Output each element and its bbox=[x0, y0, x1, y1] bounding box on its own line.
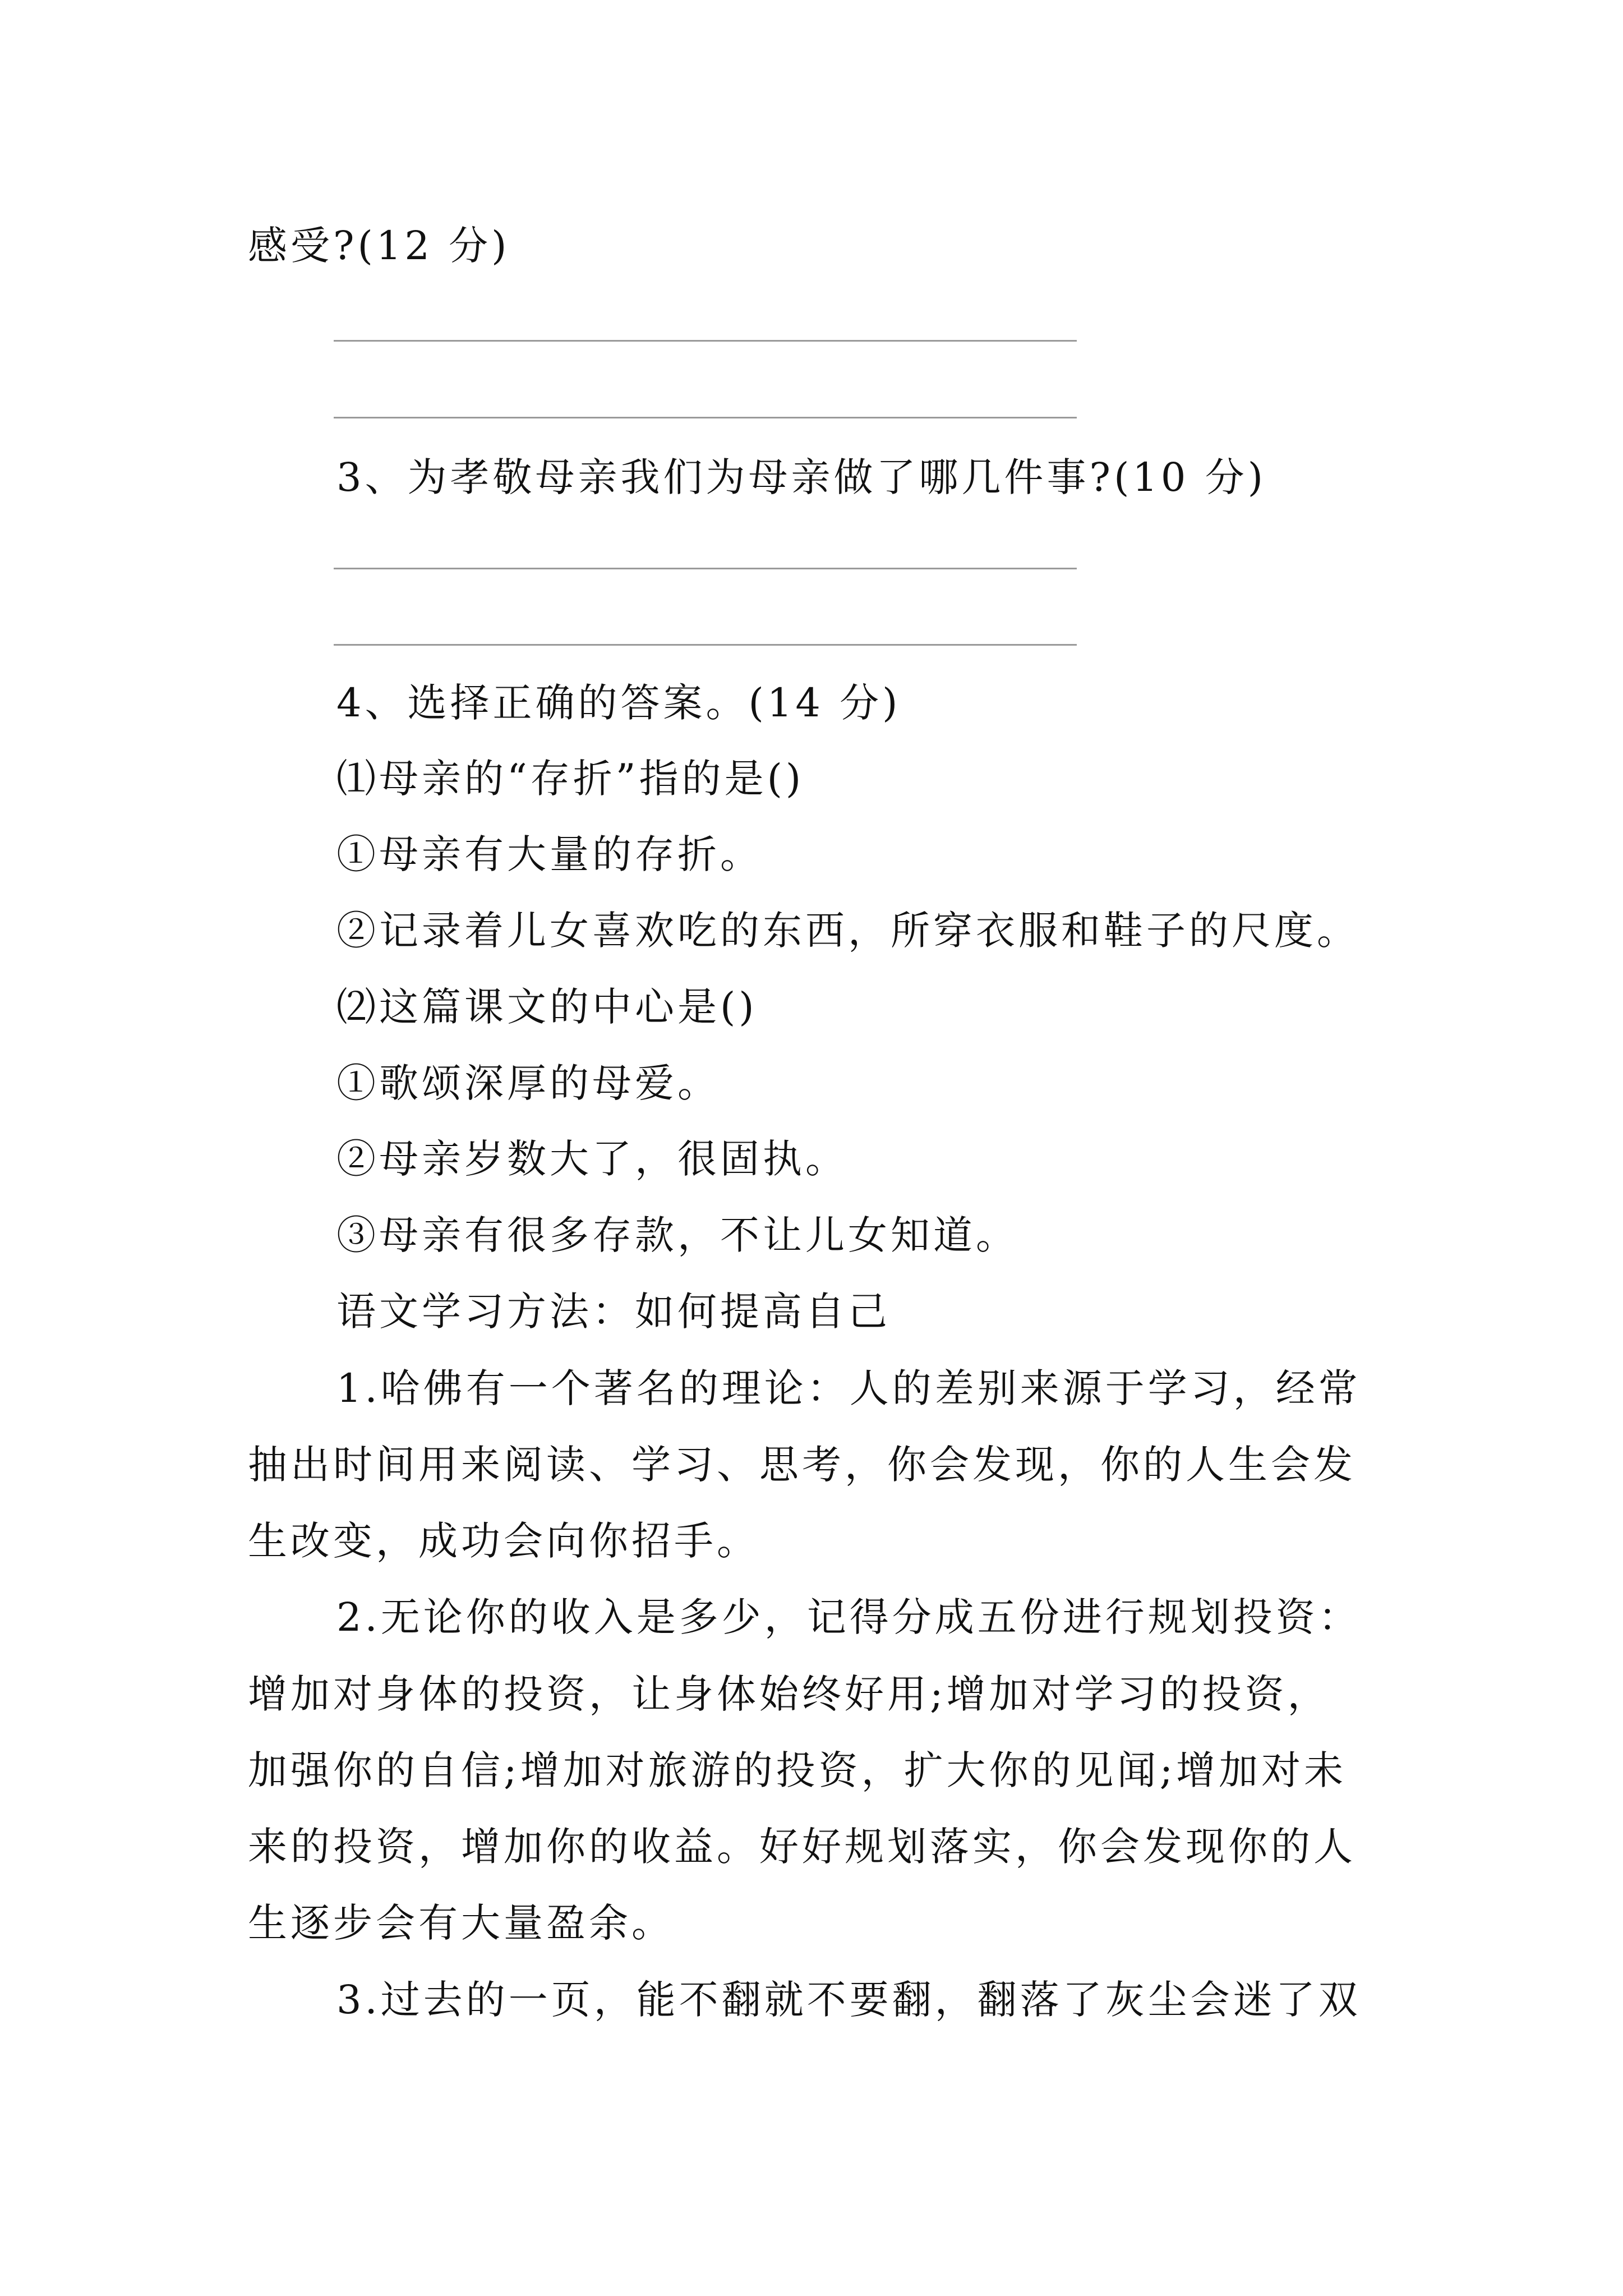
question-4-1-option-1: ①母亲有大量的存折。 bbox=[336, 831, 763, 877]
question-4-1-option-2: ②记录着儿女喜欢吃的东西，所穿衣服和鞋子的尺度。 bbox=[336, 908, 1359, 954]
question-4: 4、选择正确的答案。(14 分) bbox=[336, 680, 901, 726]
question-4-2-option-2: ②母亲岁数大了，很固执。 bbox=[336, 1136, 848, 1182]
paragraph-2-line-4: 来的投资，增加你的收益。好好规划落实，你会发现你的人 bbox=[248, 1824, 1356, 1870]
question-2-tail: 感受?(12 分) bbox=[248, 223, 510, 269]
question-4-2-option-3: ③母亲有很多存款，不让儿女知道。 bbox=[336, 1212, 1018, 1258]
question-4-1: ⑴母亲的“存折”指的是() bbox=[336, 756, 805, 802]
paragraph-1-line-1: 1.哈佛有一个著名的理论：人的差别来源于学习，经常 bbox=[336, 1365, 1361, 1411]
answer-line-3a[interactable] bbox=[334, 568, 1077, 569]
question-4-2: ⑵这篇课文的中心是() bbox=[336, 984, 758, 1030]
paragraph-2-line-2: 增加对身体的投资，让身体始终好用;增加对学习的投资， bbox=[248, 1671, 1330, 1717]
answer-line-3b[interactable] bbox=[334, 644, 1077, 646]
paragraph-1-line-3: 生改变，成功会向你招手。 bbox=[248, 1518, 759, 1564]
question-4-2-option-1: ①歌颂深厚的母爱。 bbox=[336, 1060, 720, 1106]
paragraph-2-line-5: 生逐步会有大量盈余。 bbox=[248, 1900, 674, 1946]
method-heading: 语文学习方法：如何提高自己 bbox=[336, 1289, 891, 1335]
answer-line-2b[interactable] bbox=[334, 417, 1077, 418]
paragraph-2-line-1: 2.无论你的收入是多少，记得分成五份进行规划投资： bbox=[336, 1594, 1361, 1640]
answer-line-2a[interactable] bbox=[334, 340, 1077, 342]
paragraph-1-line-2: 抽出时间用来阅读、学习、思考，你会发现，你的人生会发 bbox=[248, 1442, 1356, 1488]
paragraph-3-line-1: 3.过去的一页，能不翻就不要翻，翻落了灰尘会迷了双 bbox=[336, 1977, 1361, 2023]
question-3: 3、为孝敬母亲我们为母亲做了哪几件事?(10 分) bbox=[336, 454, 1267, 500]
paragraph-2-line-3: 加强你的自信;增加对旅游的投资，扩大你的见闻;增加对未 bbox=[248, 1747, 1347, 1793]
